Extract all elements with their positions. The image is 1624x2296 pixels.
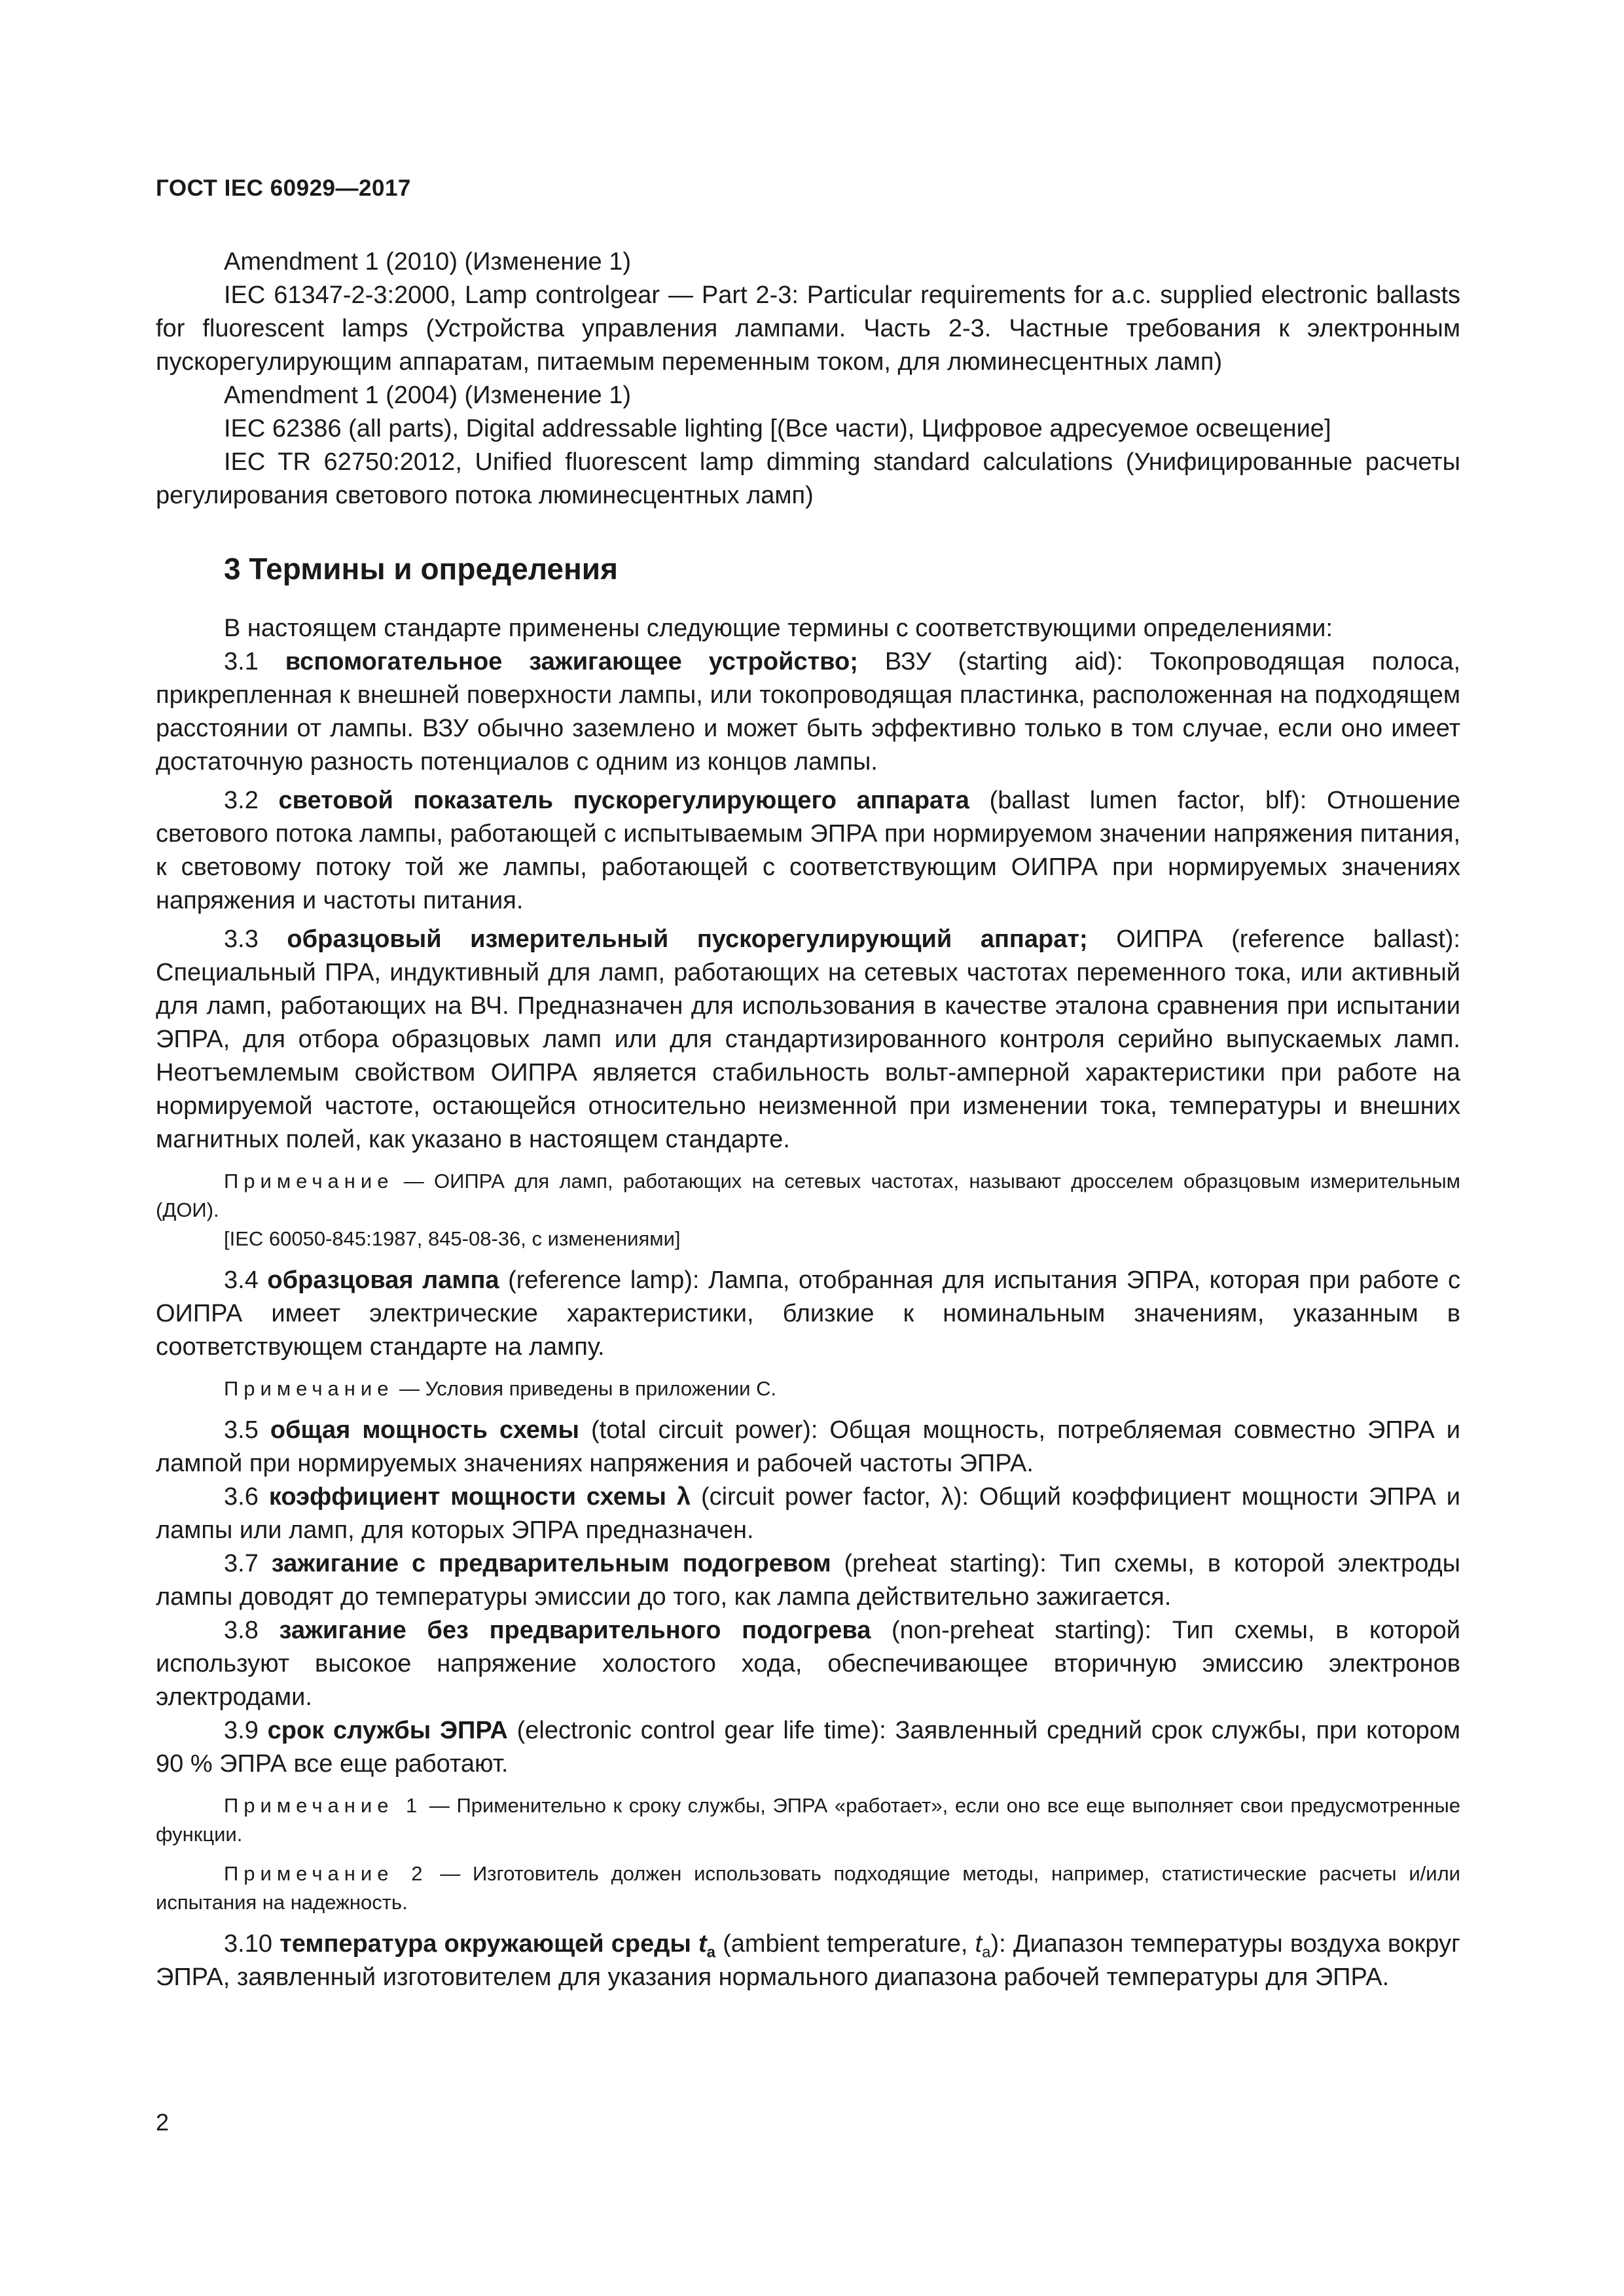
term-3-6 [156,1480,1460,1547]
note-source: [IEC 60050-845:1987, 845-08-36, с изменениями] [224,1227,681,1250]
term-definition: (ballast lumen factor, blf): Отношение светового потока лампы, работающей с испытываемым ЭПРА при нормируемом значении напряжения питания, к световому потоку той же лампы, работающей с соответствующим ОИПРА при нормируемых значениях напряжения и частоты питания. [156,787,1460,914]
standard-header: ГОСТ IEC 60929—2017 [156,175,411,201]
term-number: 3.4 [224,1266,259,1294]
term-3-3 [156,923,1460,1157]
term-name: зажигание с предварительным подогревом [271,1550,831,1577]
term-3-5 [156,1414,1460,1480]
term-definition: (circuit power factor, λ): Общий коэффициент мощности ЭПРА и лампы или ламп, для которых ЭПРА предназначен. [156,1483,1461,1544]
term-symbol: t [698,1930,707,1958]
note-text: — Применительно к сроку службы, ЭПРА «работает», если оно все еще выполняет свои предусмотренные функции. [156,1794,1460,1846]
definition-symbol: t [975,1930,983,1958]
note-label: Примечание 1 [224,1794,423,1817]
term-name-text: температура окружающей среды [280,1930,691,1958]
term-3-10 [156,1928,1460,1994]
note-text: — Изготовитель должен использовать подходящие методы, например, статистические расчеты и/или испытания на надежность. [156,1862,1460,1914]
term-3-4 [156,1264,1460,1364]
section-title: 3 Термины и определения [224,552,618,586]
term-name: световой показатель пускорегулирующего аппарата [278,787,969,814]
term-definition: (total circuit power): Общая мощность, потребляемая совместно ЭПРА и лампой при нормируемых значениях напряжения и рабочей частоты ЭПРА. [156,1416,1460,1477]
page-number: 2 [156,2109,170,2136]
term-definition: (non-preheat starting): Тип схемы, в которой используют высокое напряжение холостого хода, обеспечивающее вторичную эмиссию электронов электродами. [156,1617,1460,1711]
note-label: Примечание [224,1377,394,1400]
note-3-9-1 [156,1791,1460,1849]
term-3-1 [156,645,1460,779]
term-definition: (electronic control gear life time): Заявленный средний срок службы, при котором 90 % ЭПРА все еще работают. [156,1717,1461,1778]
note-3-4 [156,1374,1460,1403]
note-text: — Условия приведены в приложении С. [393,1377,777,1400]
term-3-8 [156,1614,1460,1714]
term-definition: (reference lamp): Лампа, отобранная для испытания ЭПРА, которая при работе с ОИПРА имеет электрические характеристики, близкие к номинальным значениям, указанным в соответствующем стандарте на лампу. [156,1266,1460,1361]
term-symbol-subscript: a [706,1943,715,1962]
term-name [280,1930,715,1962]
term-number: 3.2 [224,787,259,814]
term-number: 3.5 [224,1416,259,1444]
term-number: 3.7 [224,1550,259,1577]
section-intro: В настоящем стандарте применены следующие термины с соответствующими определениями: [224,615,1333,642]
term-definition: ВЗУ (starting aid): Токопроводящая полоса, прикрепленная к внешней поверхности лампы, или токопроводящая пластинка, расположенная на подходящем расстоянии от лампы. ВЗУ обычно заземлено и может быть эффективно только в том случае, если оно имеет достаточную разность потенциалов с одним из концов лампы. [156,648,1461,776]
note-label: Примечание [224,1170,394,1193]
term-definition: ОИПРА (reference ballast): Специальный ПРА, индуктивный для ламп, работающих на сетевых частотах переменного тока, или активный для ламп, работающих на ВЧ. Предназначен для использования в качестве эталона сравнения при испытании ЭПРА, для отбора образцовых ламп или для стандартизированного контроля серийно выпускаемых ламп. Неотъемлемым свойством ОИПРА является стабильность вольт-амперной характеристики при работе на нормируемой частоте, остающейся относительно неизменной при изменении тока, температуры и внешних магнитных полей, как указано в настоящем стандарте. [156,925,1460,1153]
term-name: срок службы ЭПРА [267,1717,508,1744]
reference-line: IEC TR 62750:2012, Unified fluorescent lamp dimming standard calculations (Унифицированные расчеты регулирования светового потока люминесцентных ламп) [156,448,1460,509]
term-name: образцовый измерительный пускорегулирующий аппарат; [287,925,1088,953]
term-name: коэффициент мощности схемы λ [268,1483,691,1511]
term-definition-part2: ): Диапазон температуры воздуха вокруг ЭПРА, заявленный изготовителем для указания нормального диапазона рабочей температуры для ЭПРА. [156,1930,1460,1991]
term-name: образцовая лампа [267,1266,499,1294]
term-definition-part1: (ambient temperature, [723,1930,968,1958]
term-number: 3.8 [224,1617,259,1644]
note-3-3 [156,1167,1460,1253]
term-number: 3.10 [224,1930,272,1958]
note-3-9-2 [156,1859,1460,1917]
note-label: Примечание 2 [224,1862,428,1885]
term-number: 3.9 [224,1717,259,1744]
reference-line: Amendment 1 (2004) (Изменение 1) [224,382,631,409]
reference-line: Amendment 1 (2010) (Изменение 1) [224,248,631,276]
term-name: зажигание без предварительного подогрева [279,1617,871,1644]
term-number: 3.1 [224,648,259,675]
definition-symbol-subscript: a [982,1943,991,1962]
term-3-2 [156,784,1460,918]
reference-line: IEC 62386 (all parts), Digital addressable lighting [(Все части), Цифровое адресуемое освещение] [224,415,1331,442]
term-number: 3.3 [224,925,259,953]
term-name: общая мощность схемы [270,1416,579,1444]
term-3-9 [156,1714,1460,1781]
term-name: вспомогательное зажигающее устройство; [285,648,858,675]
note-text: — ОИПРА для ламп, работающих на сетевых частотах, называют дросселем образцовым измерительным (ДОИ). [156,1170,1460,1221]
term-definition: (preheat starting): Тип схемы, в которой электроды лампы доводят до температуры эмиссии до того, как лампа действительно зажигается. [156,1550,1460,1611]
term-number: 3.6 [224,1483,259,1511]
term-3-7 [156,1547,1460,1614]
page-content [156,245,1460,1994]
reference-line: IEC 61347-2-3:2000, Lamp controlgear — Part 2-3: Particular requirements for a.c. supplied electronic ballasts for fluorescent lamps (Устройства управления лампами. Часть 2-3. Частные требования к электронным пускорегулирующим аппаратам, питаемым переменным током, для люминесцентных ламп) [156,281,1460,376]
